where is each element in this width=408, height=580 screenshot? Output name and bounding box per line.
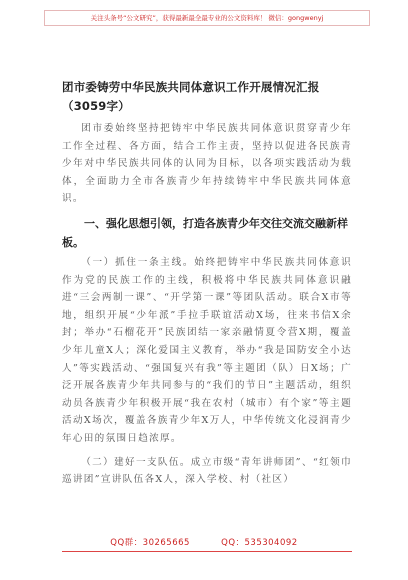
section-heading: 一、强化思想引领，打造各族青少年交往交流交融新样板。 [62,216,348,249]
body-paragraph: （一）抓住一条主线。始终把铸牢中华民族共同体意识作为党的民族工作的主线，积极将中华民族共同体意识融进“三会两制一课”、“开学第一课”等团队活动。联合X市等地，组织开展“少年派”手拉手联谊活动X场，往来书信X余封；举办“石榴花开”民族团结一家亲融情夏令营X期，覆盖少年儿童X人；深化爱国主义教育，举办“我是国防安全小达人”等实践活动、“强国复兴有我”等主题团（队）日X场；广泛开展各族青少年共同参与的“我们的节日”主题活动，组织动员各族青少年积极开展“我在农村（城市）有个家”等主题活动X场次，覆盖各族青少年X万人，中华传统文化浸润青少年心田的氛围日趋浓厚。 [62,256,352,444]
document-body [62,78,352,489]
header-banner: 关注头条号“公文研究”，获得最新最全最专业的公文资料库！ 微信：gongwenyj [44,10,370,26]
footer-contact [0,536,408,548]
intro-paragraph: 团市委始终坚持把铸牢中华民族共同体意识贯穿青少年工作全过程、各方面，结合工作主责，坚持以促进各民族青少年对中华民族共同体的认同为目标，以各项实践活动为载体，全面助力全市各族青少年持续铸牢中华民族共同体意识。 [62,123,352,205]
document-title: 团市委铸劳中华民族共同体意识工作开展情况汇报（3059字） [62,80,320,113]
footer-qq: QQ：535304092 [221,538,298,548]
body-paragraph: （二）建好一支队伍。成立市级“青年讲师团”、“红领巾巡讲团”宣讲队伍各X人，深入学校、村（社区） [62,456,352,486]
footer-divider [62,551,352,552]
footer-qq-group: QQ群：30265665 [110,538,190,548]
